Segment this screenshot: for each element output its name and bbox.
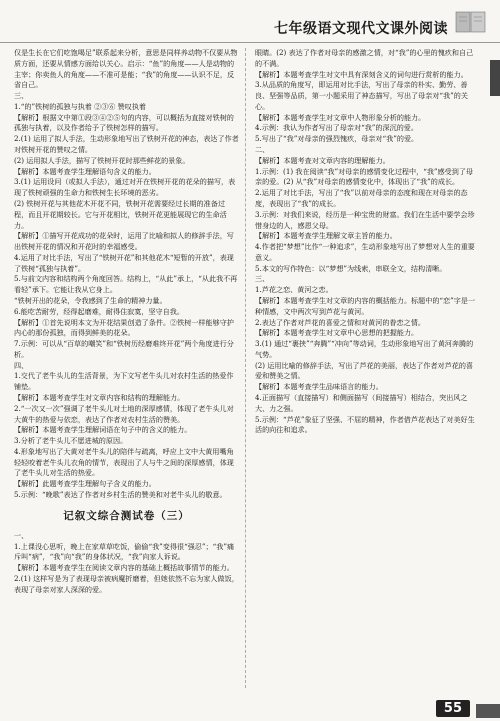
answer-line: 3.分析了老牛头儿不愿进城的原因。 [14, 436, 128, 446]
section-title: 记叙文综合测试卷（三） [63, 509, 190, 522]
answer-line: 【解析】此题考查学生理解句子含义的能力。 [14, 479, 156, 489]
answer-line: 二、 [255, 145, 270, 155]
side-tab-marker [490, 60, 500, 96]
answer-line: 【解析】本题考查学生理解文章主旨的能力。 [255, 231, 397, 241]
answer-line: “铁树开出的花朵，令我感到了生命的精神力量。 [14, 295, 167, 305]
page-title: 七年级语文现代文课外阅读 [274, 21, 448, 37]
answer-line: 【解析】本题考查学生对文中具有深刻含义的词句进行赏析的能力。 [255, 69, 468, 79]
answer-line: 4.形象地写出了大黄对老牛头儿的陪伴与疏离，呼应上文中大黄用嘴角轻轻咬着老牛头儿衣角的情节，表现出了人与牛之间的深厚感情，体现了老牛头儿对生活的热爱。 [14, 446, 234, 478]
answer-line: 4.运用了对比手法，写出了“铁树开花”和其他花木“短暂的开放”，表现了铁树“孤独与执着”。 [14, 252, 234, 273]
answer-line: 【解析】本题考查学生理解词语在句子中的含义的能力。 [14, 425, 192, 435]
answer-line: 2.运用了对比手法，写出了“我”以前对母亲的态度和现在对母亲的态度，表现出了“我”的成长。 [255, 188, 468, 208]
answer-line: 5.本文的写作特色：以“梦想”为线索，串联全文，结构清晰。 [255, 263, 447, 273]
page-number: 55 [436, 700, 470, 717]
answer-line: 3.(1) 通过“裹挟”“奔腾”“冲向”等动词，生动形象地写出了黄河奔腾的气势。 [255, 339, 474, 359]
book-logo-icon [454, 8, 488, 36]
answer-line: 【解析】①首先说明本文为开花结果创造了条件。②铁树一样能够守护内心的那份孤独，而得到鲜美的花朵。 [14, 317, 234, 338]
answer-line: 1.示例：(1) 我在阅读“我”对母亲的感情变化过程中，“我”感受到了母亲的爱。(2) 从“我”对母亲的感情变化中，体现出了“我”的成长。 [255, 166, 474, 187]
answer-line: 7.示例：可以从“百草的嘲笑”和“铁树历经磨难终开花”两个角度进行分析。 [14, 339, 234, 359]
footer-bar [476, 704, 500, 718]
answer-line: 仅是生长在它们吃饱喝足”联系起来分析，意思是同样养动物不仅要从物质方面，还要从情感方面给以关心。启示：“鱼”的角度——人是动物的主宰；你卖鱼人的角度——不准可是能；“我”的角度——认识不足，反省自己。 [14, 48, 238, 90]
answer-line: 5.写出了“我”对母亲的强烈愧疚，母亲对“我”的爱。 [255, 134, 419, 144]
page-footer [0, 700, 500, 721]
answer-line: (2) 运用比喻的修辞手法，写出了芦花的美丽，表达了作者对芦花的喜爱和赞美之情。 [255, 360, 474, 381]
answer-line: 4.示例：我认为作者写出了母亲对“我”的深沉的爱。 [255, 123, 418, 133]
answer-line: 【解析】本题考查学生理解语句含义的能力。 [14, 166, 156, 176]
answer-line: 【解析】本题考查学生对文章中心思想的把握能力。 [255, 328, 419, 338]
answer-line: 2.(1) 运用了拟人手法，生动形象地写出了铁树开花的神态，表达了作者对铁树开花的赞叹之情。 [14, 134, 239, 155]
answer-line: 三、 [14, 91, 29, 101]
answer-line: 【解析】①描写开花成功的花朵时，运用了比喻和拟人的修辞手法，写出铁树开花的情况和开花时的幸福感受。 [14, 231, 234, 252]
answer-line: 1.交代了老牛头儿的生活背景，为下文写老牛头儿对农村生活的热爱作铺垫。 [14, 371, 234, 392]
answer-line: 2.(1) 这样写是为了表现母亲被病魔折磨着，但她依然不忘为家人做饭，表现了母亲对家人深深的爱。 [14, 573, 239, 594]
answer-line: 5.示例：“晚歌”表达了作者对乡村生活的赞美和对老牛头儿的敬意。 [14, 490, 227, 500]
answer-line: 【解析】本题考查学生对文章中人物形象分析的能力。 [255, 112, 426, 122]
answer-line: 四、 [14, 360, 29, 370]
answer-line: 2.“一次又一次”强调了老牛头儿对土地的深厚感情，体现了老牛头儿对大黄牛的热爱与依恋，表达了作者对农村生活的赞美。 [14, 403, 234, 424]
answer-line: 5.与前文内容和结构两个角度回答。结构上，“从此”承上，“从此我不再看轻”承下。它能让我从它身上。 [14, 274, 238, 295]
answer-line: 【解析】本题考查学生对文章内容和结构的理解能力。 [14, 393, 185, 402]
answer-line: 眼睛。(2) 表达了作者对母亲的感激之情，对“我”的心里的愧疚和自己的不满。 [255, 48, 474, 68]
answer-line: 4.正面描写（直接描写）和侧面描写（间接描写）相结合，突出风之大、力之强。 [255, 393, 468, 413]
answer-line: (2) 铁树开花与其他花木开花不同，铁树开花需要经过长期的准备过程，而且开花期较长。它与开花相比，铁树开花更能展现它的生命活力。 [14, 198, 227, 230]
answer-line: 5.示例：“芦花”象征了坚强、不屈的精神，作者借芦花表达了对美好生活的向往和追求。 [255, 414, 475, 435]
answer-line: 2.表达了作者对芦花的喜爱之情和对黄河的眷恋之情。 [255, 317, 425, 327]
answer-line: 1.上课没心思听，晚上在家草草吃饭，偷偷“我”变得很“强忍”；“我”痛斥叫“病”，“我”向“我”的身体状况，“我”向家人诉说。 [14, 541, 235, 562]
answer-line: 三、 [255, 274, 270, 284]
answer-line: 【解析】本题考查学生在阅读文章内容的基础上概括故事情节的能力。 [14, 563, 234, 573]
answer-line: 1.“的”铁树的孤独与执着 ②③⑥ 赞叹执着 [14, 101, 147, 111]
answer-line: 4.作者把“梦想”比作“一种追求”，生动形象地写出了梦想对人生的重要意义。 [255, 242, 475, 262]
answer-line: 一、 [14, 530, 29, 540]
answer-line: 1.芦花之恋、黄河之恋。 [255, 285, 333, 295]
answer-line: 【解析】根据文中第①段③④②⑤句的内容，可以概括为直接对铁树的孤独与执着，以及作者给予了铁树怎样的描写。 [14, 112, 234, 133]
answer-line: 3.从品质的角度写，即运用对比手法，写出了母亲的朴实、勤劳、善良、坚强等品质，第一小题采用了神态描写，写出了母亲对“我”的关心。 [255, 80, 468, 111]
answer-line: 【解析】本题考查对文章内容的理解能力。 [255, 155, 390, 165]
answer-line: 【解析】本题考查学生品味语言的能力。 [255, 382, 383, 392]
answer-line: (2) 运用拟人手法，描写了铁树开花时那些鲜花的景象。 [14, 155, 190, 165]
answer-line: 6.能吃苦耐劳，经得起磨难，耐得住寂寞，坚守自我。 [14, 306, 184, 316]
answer-line: 3.(1) 运用设问（或拟人手法），通过对开在铁树开花的花朵的描写，表现了铁树顽强的生命力和铁树生长环境的恶劣。 [14, 177, 236, 198]
answer-line: 3.示例：对我们来说，经历是一种宝贵的财富。我们在生活中要学会珍惜身边的人，感恩父母。 [255, 209, 475, 230]
right-column [255, 48, 480, 688]
left-column [14, 48, 239, 688]
answer-line: 【解析】本题考查学生对文章的内容的概括能力。标题中的“恋”字是一种情感，文中两次写到芦花与黄河。 [255, 295, 476, 316]
page-header [0, 0, 500, 43]
column-divider [245, 48, 246, 688]
